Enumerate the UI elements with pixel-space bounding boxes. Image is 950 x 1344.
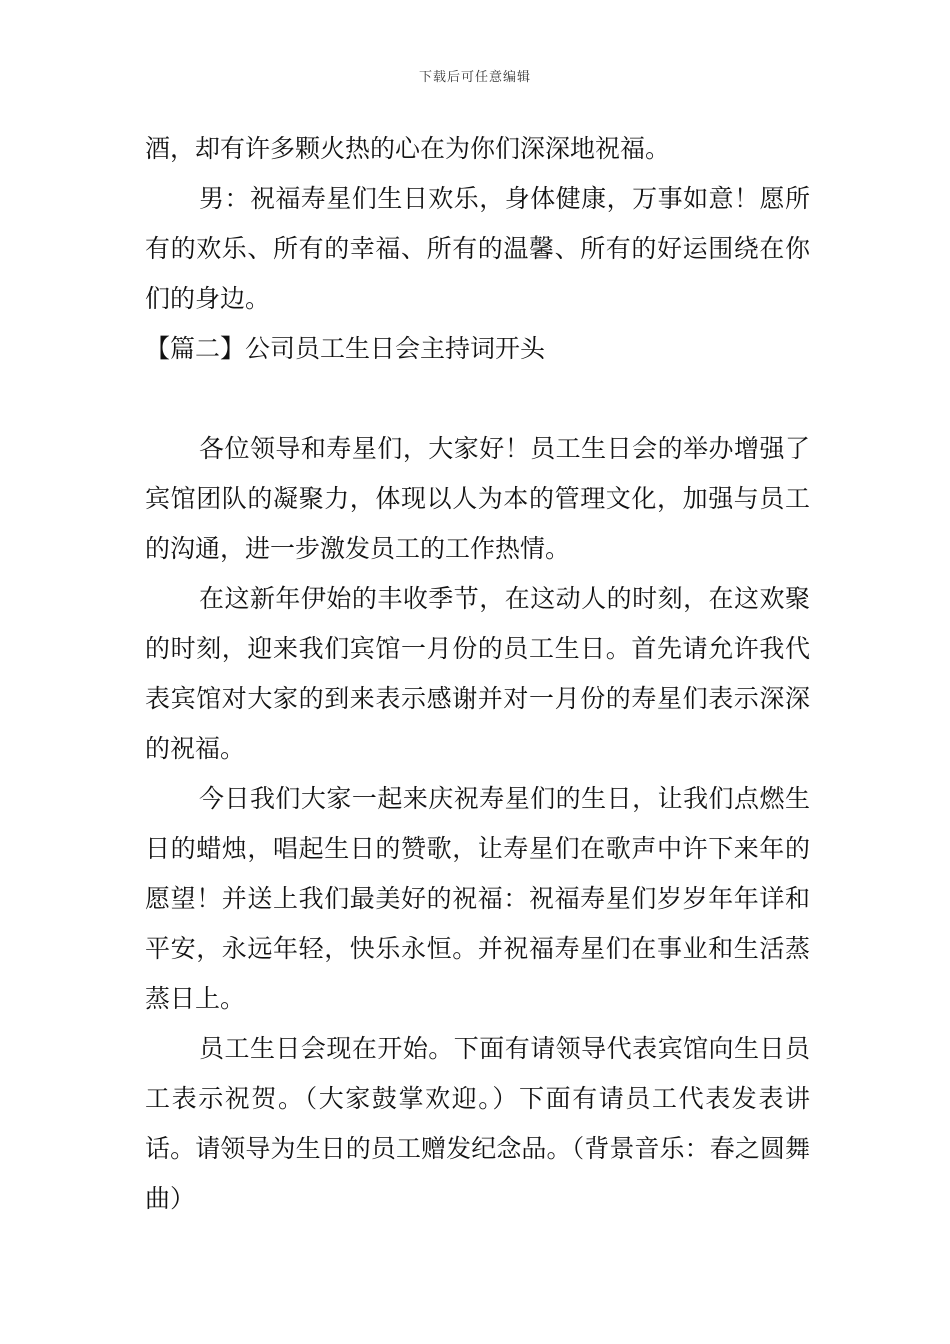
- page-header-note: 下载后可任意编辑: [418, 70, 531, 85]
- paragraph-opening-greeting: 各位领导和寿星们，大家好！员工生日会的举办增强了宾馆团队的凝聚力，体现以人为本的管理文化，加强与员工的沟通，进一步激发员工的工作热情。: [145, 434, 810, 563]
- paragraph-male-host-blessing: 男：祝福寿星们生日欢乐，身体健康，万事如意！愿所有的欢乐、所有的幸福、所有的温馨、所有的好运围绕在你们的身边。: [145, 184, 810, 313]
- paragraph-celebration: 今日我们大家一起来庆祝寿星们的生日，让我们点燃生日的蜡烛，唱起生日的赞歌，让寿星们在歌声中许下来年的愿望！并送上我们最美好的祝福：祝福寿星们岁岁年年详和平安，永远年轻，快乐永恒。并祝福寿星们在事业和生活蒸蒸日上。: [145, 784, 810, 1013]
- paragraph-continuation: 酒，却有许多颗火热的心在为你们深深地祝福。: [145, 134, 671, 163]
- paragraph-party-start: 员工生日会现在开始。下面有请领导代表宾馆向生日员工表示祝贺。（大家鼓掌欢迎。）下面有请员工代表发表讲话。请领导为生日的员工赠发纪念品。（背景音乐：春之圆舞曲）: [145, 1034, 810, 1213]
- section-heading: 【篇二】公司员工生日会主持词开头: [145, 334, 546, 363]
- paragraph-new-year-season: 在这新年伊始的丰收季节，在这动人的时刻，在这欢聚的时刻，迎来我们宾馆一月份的员工生日。首先请允许我代表宾馆对大家的到来表示感谢并对一月份的寿星们表示深深的祝福。: [145, 584, 810, 763]
- document-body: [145, 124, 810, 1224]
